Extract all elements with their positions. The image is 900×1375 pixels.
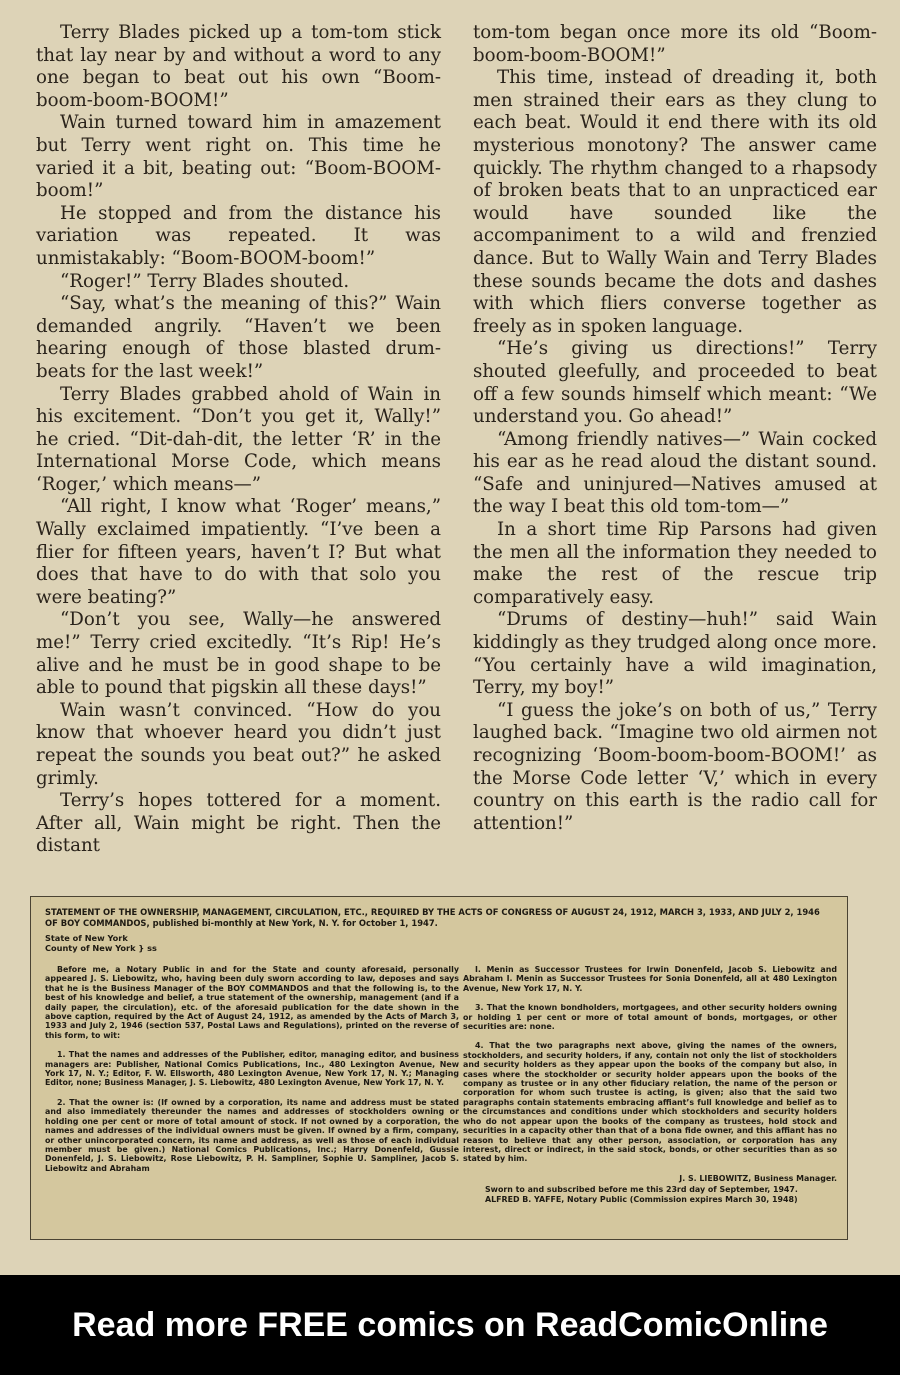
- statement-heading-publication: published bi-monthly at New York, N. Y. for October 1, 1947.: [152, 917, 438, 928]
- statement-paragraph: 4. That the two paragraphs next above, giving the names of the owners, stockholders, and security holders, if any, contain not only the list of stockholders and security holders as they appear upon the books of the company but also, in cases where the stockholder or security holder appears upon the books of the company as trustee or in any other fiduciary relation, the name of the person or corporation for whom such trustee is acting, is given; also that the said two paragraphs contain statements embracing affiant’s full knowledge and belief as to the circumstances and conditions under which stockholders and security holders who do not appear upon the books of the company as trustees, hold stock and securities in a capacity other than that of a bona fide owner, and this affiant has no reason to believe that any other person, association, or corporation has any interest, direct or indirect, in the said stock, bonds, or other securities than as so stated by him.: [463, 1041, 837, 1164]
- story-column-right: [473, 22, 877, 835]
- statement-sworn: Sworn to and subscribed before me this 23rd day of September, 1947.: [485, 1185, 798, 1195]
- story-paragraph: Terry Blades picked up a tom-tom stick that lay near by and without a word to any one began to beat out his own “Boom-boom-boom-BOOM!”: [36, 22, 441, 111]
- story-paragraph: “Among friendly natives—” Wain cocked his ear as he read aloud the distant sound. “Safe and uninjured—Natives amused at the way I beat this old tom-tom—”: [473, 428, 877, 518]
- story-paragraph: “All right, I know what ‘Roger’ means,” Wally exclaimed impatiently. “I’ve been a flier for fifteen years, haven’t I? But what does that have to do with that solo you were beating?”: [36, 496, 441, 608]
- story-paragraph: “He’s giving us directions!” Terry shouted gleefully, and proceeded to beat off a few sounds himself which meant: “We understand you. Go ahead!”: [473, 338, 877, 428]
- story-paragraph: “Don’t you see, Wally—he answered me!” Terry cried excitedly. “It’s Rip! He’s alive and he must be in good shape to be able to pound that pigskin all these days!”: [36, 609, 441, 699]
- statement-column-left: [45, 965, 459, 1183]
- statement-paragraph: 1. That the names and addresses of the Publisher, editor, managing editor, and business managers are: Publisher, National Comics Publications, Inc., 480 Lexington Avenue, New York 17, N. Y.; Editor, F. W. Ellsworth, 480 Lexington Avenue, New York 17, N. Y.; Managing Editor, none; Business Manager, J. S. Liebowitz, 480 Lexington Avenue, New York 17, N. Y.: [45, 1050, 459, 1088]
- venue-county: County of New York: [45, 943, 136, 954]
- story-paragraph: He stopped and from the distance his variation was repeated. It was unmistakably: “Boom-BOOM-boom!”: [36, 202, 441, 269]
- statement-heading-text: STATEMENT OF THE OWNERSHIP, MANAGEMENT, CIRCULATION, ETC., REQUIRED BY THE ACTS OF CONGRESS OF AUGUST 24, 1912, MARCH 3, 1933, AND JULY 2, 1946 OF BOY COMMANDOS,: [45, 907, 820, 928]
- story-paragraph: Wain wasn’t convinced. “How do you know that whoever heard you didn’t just repeat the sounds you beat out?” he asked grimly.: [36, 699, 441, 789]
- read-more-banner: Read more FREE comics on ReadComicOnline: [0, 1275, 900, 1375]
- story-paragraph: “Roger!” Terry Blades shouted.: [60, 270, 350, 292]
- statement-venue: [45, 933, 245, 954]
- story-paragraph: Terry’s hopes tottered for a moment. After all, Wain might be right. Then the distant: [36, 790, 441, 857]
- statement-column-right: [463, 965, 837, 1204]
- venue-state: State of New York: [45, 933, 128, 943]
- statement-signature: J. S. LIEBOWITZ, Business Manager.: [679, 1173, 837, 1183]
- story-paragraph: This time, instead of dreading it, both men strained their ears as they clung to each beat. Would it end there with its old mysterious monotony? The answer came quickly. The rhythm changed to a rhapsody of broken beats that to an unpracticed ear would have sounded like the accompaniment to a wild and frenzied dance. But to Wally Wain and Terry Blades these sounds became the dots and dashes with which fliers converse together as freely as in spoken language.: [473, 67, 877, 337]
- story-paragraph: Terry Blades grabbed ahold of Wain in his excitement. “Don’t you get it, Wally!” he cried. “Dit-dah-dit, the letter ‘R’ in the International Morse Code, which means ‘Roger,’ which means—”: [36, 383, 441, 495]
- story-paragraph: “Say, what’s the meaning of this?” Wain demanded angrily. “Haven’t we been hearing enough of those blasted drum-beats for the last week!”: [36, 293, 441, 382]
- statement-paragraph: 3. That the known bondholders, mortgagees, and other security holders owning or holding 1 per cent or more of total amount of bonds, mortgages, or other securities are: none.: [463, 1003, 837, 1032]
- story-paragraph: “Drums of destiny—huh!” said Wain kiddingly as they trudged along once more. “You certainly have a wild imagination, Terry, my boy!”: [473, 609, 877, 699]
- statement-notary: ALFRED B. YAFFE, Notary Public (Commission expires March 30, 1948): [485, 1194, 798, 1204]
- story-paragraph: “I guess the joke’s on both of us,” Terry laughed back. “Imagine two old airmen not recognizing ‘Boom-boom-boom-BOOM!’ as the Morse Code letter ‘V,’ which in every country on this earth is the radio call for attention!”: [473, 699, 877, 834]
- venue-ss: } ss: [138, 943, 157, 954]
- story-column-left: [36, 22, 441, 858]
- story-paragraph-continued: tom-tom began once more its old “Boom-boom-boom-BOOM!”: [473, 22, 877, 66]
- statement-paragraph: Before me, a Notary Public in and for the State and county aforesaid, personally appeared J. S. Liebowitz, who, having been duly sworn according to law, deposes and says that he is the Business Manager of the BOY COMMANDOS and that the following is, to the best of his knowledge and belief, a true statement of the ownership, management (and if a daily paper, the circulation), etc. of the aforesaid publication for the date shown in the above caption, required by the Act of August 24, 1912, as amended by the Acts of March 3, 1933 and July 2, 1946 (section 537, Postal Laws and Regulations), printed on the reverse of this form, to wit:: [45, 965, 459, 1040]
- ownership-statement-box: [30, 896, 848, 1240]
- story-paragraph: In a short time Rip Parsons had given the men all the information they needed to make the rest of the rescue trip comparatively easy.: [473, 519, 877, 608]
- statement-paragraph: 2. That the owner is: (If owned by a corporation, its name and address must be stated and also immediately thereunder the names and addresses of stockholders owning or holding one per cent or more of total amount of stock. If not owned by a corporation, the names and addresses of the individual owners must be given. If owned by a firm, company, or other unincorporated concern, its name and address, as well as those of each individual member must be given.) National Comics Publications, Inc.; Harry Donenfeld, Gussie Donenfeld, J. S. Liebowitz, Rose Liebowitz, P. H. Sampliner, Sophie U. Sampliner, Jacob S. Liebowitz and Abraham: [45, 1097, 459, 1173]
- story-paragraph: Wain turned toward him in amazement but Terry went right on. This time he varied it a bit, beating out: “Boom-BOOM-boom!”: [36, 112, 441, 202]
- statement-heading: [45, 907, 835, 928]
- statement-paragraph: I. Menin as Successor Trustees for Irwin Donenfeld, Jacob S. Liebowitz and Abraham I. Menin as Successor Trustees for Sonia Donenfeld, all at 480 Lexington Avenue, New York 17, N. Y.: [463, 965, 837, 993]
